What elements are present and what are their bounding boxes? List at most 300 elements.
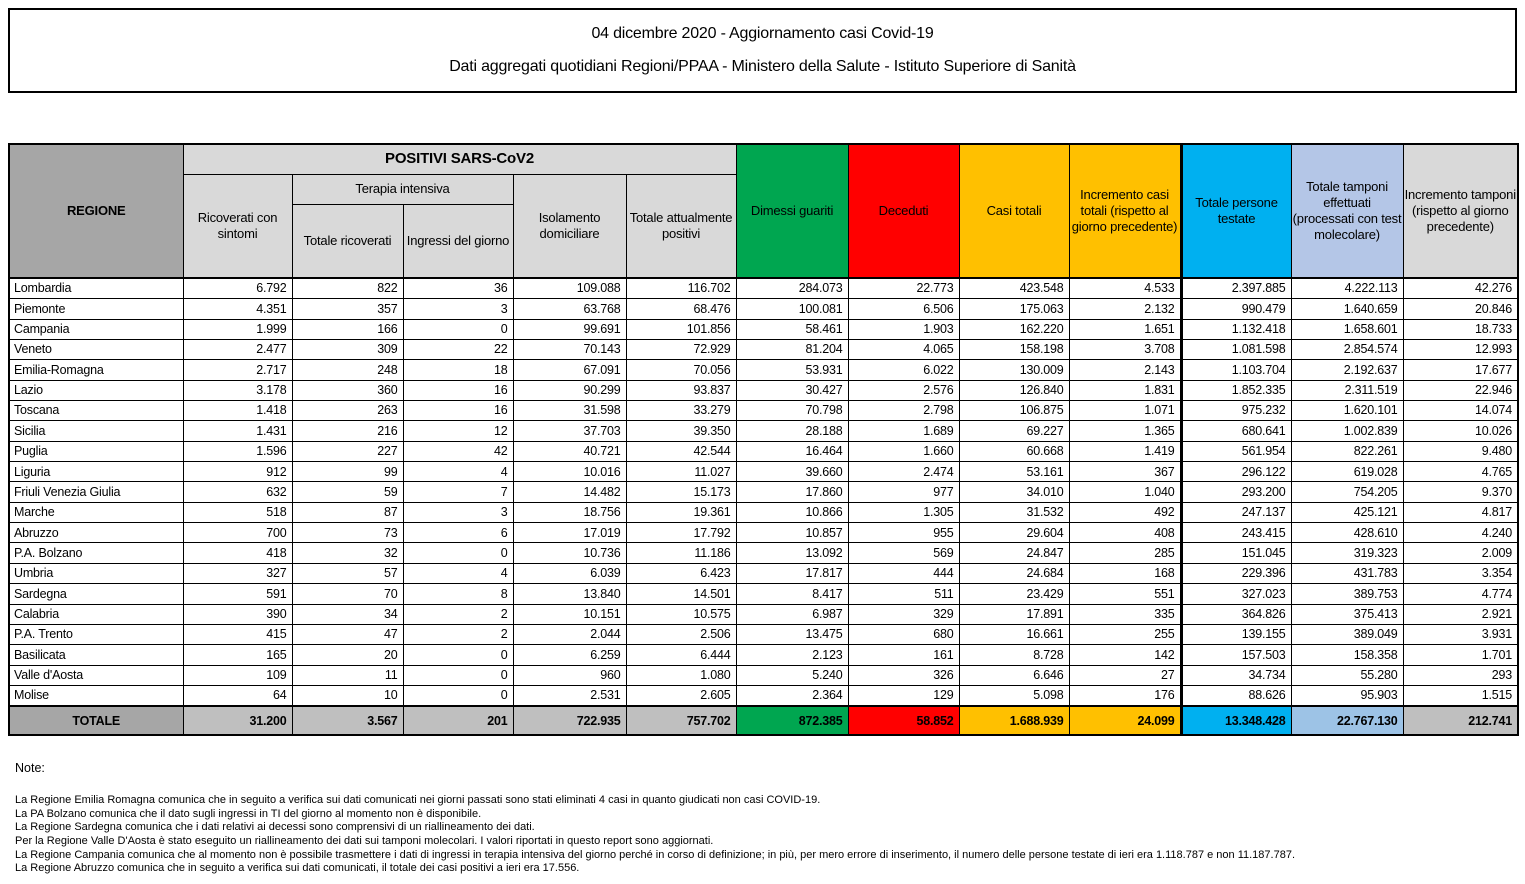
value-cell: 912: [183, 462, 292, 482]
value-cell: 431.783: [1291, 563, 1403, 583]
value-cell: 2.605: [626, 685, 736, 706]
value-cell: 27: [1069, 665, 1181, 685]
value-cell: 8: [403, 584, 513, 604]
value-cell: 22.946: [1403, 380, 1518, 400]
total-value-cell: 13.348.428: [1181, 706, 1291, 735]
table-row: [9, 278, 1518, 299]
title-box: [8, 8, 1517, 93]
value-cell: 1.103.704: [1181, 360, 1291, 380]
value-cell: 17.817: [736, 563, 848, 583]
value-cell: 93.837: [626, 380, 736, 400]
total-value-cell: 24.099: [1069, 706, 1181, 735]
value-cell: 2.531: [513, 685, 626, 706]
value-cell: 11.027: [626, 462, 736, 482]
value-cell: 47: [292, 624, 403, 644]
value-cell: 161: [848, 645, 959, 665]
value-cell: 8.728: [959, 645, 1069, 665]
table-row: [9, 523, 1518, 543]
value-cell: 3.931: [1403, 624, 1518, 644]
value-cell: 326: [848, 665, 959, 685]
value-cell: 1.701: [1403, 645, 1518, 665]
value-cell: 327.023: [1181, 584, 1291, 604]
value-cell: 418: [183, 543, 292, 563]
column-header-casi-totali: Casi totali: [959, 144, 1069, 278]
value-cell: 17.677: [1403, 360, 1518, 380]
value-cell: 1.689: [848, 421, 959, 441]
value-cell: 116.702: [626, 278, 736, 299]
value-cell: 5.240: [736, 665, 848, 685]
value-cell: 247.137: [1181, 502, 1291, 522]
total-value-cell: 722.935: [513, 706, 626, 735]
table-row: [9, 360, 1518, 380]
value-cell: 70: [292, 584, 403, 604]
value-cell: 40.721: [513, 441, 626, 461]
value-cell: 4.222.113: [1291, 278, 1403, 299]
value-cell: 569: [848, 543, 959, 563]
value-cell: 81.204: [736, 340, 848, 360]
value-cell: 1.660: [848, 441, 959, 461]
value-cell: 10.026: [1403, 421, 1518, 441]
value-cell: 955: [848, 523, 959, 543]
value-cell: 12.993: [1403, 340, 1518, 360]
value-cell: 2.854.574: [1291, 340, 1403, 360]
value-cell: 243.415: [1181, 523, 1291, 543]
region-cell: P.A. Bolzano: [9, 543, 183, 563]
value-cell: 1.419: [1069, 441, 1181, 461]
table-row: [9, 502, 1518, 522]
column-header-ricoverati-sintomi: Ricoverati con sintomi: [183, 174, 292, 278]
region-cell: Campania: [9, 319, 183, 339]
value-cell: 248: [292, 360, 403, 380]
value-cell: 10.736: [513, 543, 626, 563]
value-cell: 100.081: [736, 299, 848, 319]
value-cell: 6.792: [183, 278, 292, 299]
column-header-dimessi-guariti: Dimessi guariti: [736, 144, 848, 278]
value-cell: 4.351: [183, 299, 292, 319]
value-cell: 2.123: [736, 645, 848, 665]
value-cell: 0: [403, 319, 513, 339]
value-cell: 551: [1069, 584, 1181, 604]
value-cell: 130.009: [959, 360, 1069, 380]
table-row: [9, 665, 1518, 685]
value-cell: 24.684: [959, 563, 1069, 583]
value-cell: 13.475: [736, 624, 848, 644]
value-cell: 990.479: [1181, 299, 1291, 319]
group-header-positivi-sars-cov2: POSITIVI SARS-CoV2: [183, 144, 736, 174]
value-cell: 99: [292, 462, 403, 482]
value-cell: 263: [292, 401, 403, 421]
value-cell: 19.361: [626, 502, 736, 522]
value-cell: 17.891: [959, 604, 1069, 624]
value-cell: 42: [403, 441, 513, 461]
value-cell: 157.503: [1181, 645, 1291, 665]
column-header-deceduti: Deceduti: [848, 144, 959, 278]
value-cell: 975.232: [1181, 401, 1291, 421]
table-row: [9, 482, 1518, 502]
value-cell: 142: [1069, 645, 1181, 665]
value-cell: 0: [403, 543, 513, 563]
value-cell: 73: [292, 523, 403, 543]
value-cell: 4.533: [1069, 278, 1181, 299]
region-cell: Sardegna: [9, 584, 183, 604]
value-cell: 10.016: [513, 462, 626, 482]
value-cell: 70.056: [626, 360, 736, 380]
table-row: [9, 401, 1518, 421]
total-value-cell: 58.852: [848, 706, 959, 735]
value-cell: 99.691: [513, 319, 626, 339]
value-cell: 367: [1069, 462, 1181, 482]
value-cell: 2: [403, 604, 513, 624]
region-cell: Molise: [9, 685, 183, 706]
value-cell: 2.474: [848, 462, 959, 482]
region-cell: Basilicata: [9, 645, 183, 665]
value-cell: 9.370: [1403, 482, 1518, 502]
region-cell: Sicilia: [9, 421, 183, 441]
value-cell: 4.774: [1403, 584, 1518, 604]
table-row: [9, 543, 1518, 563]
note-line: Per la Regione Valle D'Aosta è stato eseguito un riallineamento dei dati sui tamponi molecolari. I valori riportati in questo report sono aggiornati.: [15, 835, 714, 847]
note-line: La Regione Sardegna comunica che i dati relativi ai decessi sono comprensivi di un riallineamento dei dati.: [15, 821, 535, 834]
notes-section: [15, 761, 1517, 876]
value-cell: 293.200: [1181, 482, 1291, 502]
value-cell: 31.598: [513, 401, 626, 421]
region-cell: Toscana: [9, 401, 183, 421]
value-cell: 36: [403, 278, 513, 299]
value-cell: 2.044: [513, 624, 626, 644]
value-cell: 408: [1069, 523, 1181, 543]
region-cell: Lazio: [9, 380, 183, 400]
value-cell: 0: [403, 645, 513, 665]
total-value-cell: 22.767.130: [1291, 706, 1403, 735]
value-cell: 561.954: [1181, 441, 1291, 461]
value-cell: 6.259: [513, 645, 626, 665]
value-cell: 6.444: [626, 645, 736, 665]
value-cell: 34: [292, 604, 403, 624]
value-cell: 17.860: [736, 482, 848, 502]
value-cell: 16: [403, 401, 513, 421]
region-cell: Emilia-Romagna: [9, 360, 183, 380]
notes-heading: Note:: [15, 761, 45, 776]
region-cell: Valle d'Aosta: [9, 665, 183, 685]
value-cell: 1.515: [1403, 685, 1518, 706]
value-cell: 375.413: [1291, 604, 1403, 624]
value-cell: 67.091: [513, 360, 626, 380]
value-cell: 34.010: [959, 482, 1069, 502]
total-value-cell: 3.567: [292, 706, 403, 735]
value-cell: 33.279: [626, 401, 736, 421]
note-line: La PA Bolzano comunica che il dato sugli ingressi in TI del giorno al momento non è disponibile.: [15, 807, 482, 820]
column-header-persone-testate: Totale persone testate: [1181, 144, 1291, 278]
value-cell: 2.364: [736, 685, 848, 706]
column-header-isolamento-domiciliare: Isolamento domiciliare: [513, 174, 626, 278]
value-cell: 55.280: [1291, 665, 1403, 685]
column-header-totale-positivi: Totale attualmente positivi: [626, 174, 736, 278]
table-body: [9, 278, 1518, 706]
value-cell: 31.532: [959, 502, 1069, 522]
value-cell: 2.477: [183, 340, 292, 360]
value-cell: 18.756: [513, 502, 626, 522]
value-cell: 680.641: [1181, 421, 1291, 441]
value-cell: 14.074: [1403, 401, 1518, 421]
value-cell: 10.857: [736, 523, 848, 543]
value-cell: 700: [183, 523, 292, 543]
value-cell: 425.121: [1291, 502, 1403, 522]
value-cell: 6.022: [848, 360, 959, 380]
value-cell: 216: [292, 421, 403, 441]
title-line1: 04 dicembre 2020 - Aggiornamento casi Covid-19: [591, 25, 934, 42]
table-header: [9, 144, 1518, 278]
value-cell: 3.178: [183, 380, 292, 400]
value-cell: 16: [403, 380, 513, 400]
value-cell: 229.396: [1181, 563, 1291, 583]
value-cell: 59: [292, 482, 403, 502]
value-cell: 227: [292, 441, 403, 461]
value-cell: 511: [848, 584, 959, 604]
value-cell: 977: [848, 482, 959, 502]
value-cell: 632: [183, 482, 292, 502]
value-cell: 518: [183, 502, 292, 522]
column-header-tamponi-effettuati: Totale tamponi effettuati (processati con test molecolare): [1291, 144, 1403, 278]
value-cell: 129: [848, 685, 959, 706]
value-cell: 3.708: [1069, 340, 1181, 360]
group-header-terapia-intensiva: Terapia intensiva: [292, 174, 513, 204]
value-cell: 17.019: [513, 523, 626, 543]
value-cell: 5.098: [959, 685, 1069, 706]
value-cell: 1.040: [1069, 482, 1181, 502]
value-cell: 1.305: [848, 502, 959, 522]
value-cell: 428.610: [1291, 523, 1403, 543]
table-row: [9, 441, 1518, 461]
value-cell: 90.299: [513, 380, 626, 400]
table-row: [9, 645, 1518, 665]
value-cell: 2.132: [1069, 299, 1181, 319]
region-cell: Veneto: [9, 340, 183, 360]
value-cell: 1.431: [183, 421, 292, 441]
total-value-cell: 31.200: [183, 706, 292, 735]
region-cell: Friuli Venezia Giulia: [9, 482, 183, 502]
value-cell: 87: [292, 502, 403, 522]
value-cell: 255: [1069, 624, 1181, 644]
value-cell: 2.798: [848, 401, 959, 421]
value-cell: 158.358: [1291, 645, 1403, 665]
total-value-cell: 212.741: [1403, 706, 1518, 735]
value-cell: 39.350: [626, 421, 736, 441]
value-cell: 296.122: [1181, 462, 1291, 482]
total-value-cell: 1.688.939: [959, 706, 1069, 735]
value-cell: 284.073: [736, 278, 848, 299]
value-cell: 158.198: [959, 340, 1069, 360]
region-cell: Liguria: [9, 462, 183, 482]
note-line: La Regione Abruzzo comunica che in seguito a verifica sui dati comunicati, il totale dei casi positivi a ieri era 17.556.: [15, 862, 580, 875]
value-cell: 63.768: [513, 299, 626, 319]
value-cell: 1.071: [1069, 401, 1181, 421]
total-value-cell: 201: [403, 706, 513, 735]
value-cell: 4: [403, 563, 513, 583]
value-cell: 11.186: [626, 543, 736, 563]
value-cell: 360: [292, 380, 403, 400]
value-cell: 162.220: [959, 319, 1069, 339]
note-line: La Regione Campania comunica che al momento non è possibile trasmettere i dati di ingressi in terapia intensiva del giorno perché in corso di definizione; in più, per mero errore di inserimento, il numero delle persone testate di ieri era 1.118.787 e non 11.187.787.: [15, 848, 1295, 861]
table-row: [9, 462, 1518, 482]
table-row: [9, 340, 1518, 360]
note-line: La Regione Emilia Romagna comunica che in seguito a verifica sui dati comunicati nei giorni passati sono stati eliminati 4 casi in quanto giudicati non casi COVID-19.: [15, 794, 821, 807]
value-cell: 18: [403, 360, 513, 380]
value-cell: 2: [403, 624, 513, 644]
value-cell: 95.903: [1291, 685, 1403, 706]
value-cell: 1.903: [848, 319, 959, 339]
value-cell: 32: [292, 543, 403, 563]
value-cell: 70.798: [736, 401, 848, 421]
value-cell: 285: [1069, 543, 1181, 563]
value-cell: 176: [1069, 685, 1181, 706]
value-cell: 754.205: [1291, 482, 1403, 502]
value-cell: 53.161: [959, 462, 1069, 482]
value-cell: 17.792: [626, 523, 736, 543]
value-cell: 168: [1069, 563, 1181, 583]
value-cell: 3: [403, 299, 513, 319]
value-cell: 335: [1069, 604, 1181, 624]
region-cell: Calabria: [9, 604, 183, 624]
value-cell: 18.733: [1403, 319, 1518, 339]
value-cell: 822: [292, 278, 403, 299]
value-cell: 109.088: [513, 278, 626, 299]
value-cell: 1.418: [183, 401, 292, 421]
value-cell: 309: [292, 340, 403, 360]
value-cell: 6.646: [959, 665, 1069, 685]
column-header-incremento-casi: Incremento casi totali (rispetto al giorno precedente): [1069, 144, 1181, 278]
value-cell: 1.002.839: [1291, 421, 1403, 441]
value-cell: 591: [183, 584, 292, 604]
value-cell: 14.501: [626, 584, 736, 604]
total-value-cell: 872.385: [736, 706, 848, 735]
value-cell: 16.661: [959, 624, 1069, 644]
value-cell: 101.856: [626, 319, 736, 339]
value-cell: 4.765: [1403, 462, 1518, 482]
value-cell: 10.575: [626, 604, 736, 624]
value-cell: 20.846: [1403, 299, 1518, 319]
value-cell: 13.092: [736, 543, 848, 563]
column-header-ingressi-giorno: Ingressi del giorno: [403, 204, 513, 278]
region-cell: Abruzzo: [9, 523, 183, 543]
value-cell: 13.840: [513, 584, 626, 604]
value-cell: 1.658.601: [1291, 319, 1403, 339]
value-cell: 1.080: [626, 665, 736, 685]
value-cell: 327: [183, 563, 292, 583]
value-cell: 42.276: [1403, 278, 1518, 299]
value-cell: 20: [292, 645, 403, 665]
value-cell: 58.461: [736, 319, 848, 339]
value-cell: 6: [403, 523, 513, 543]
value-cell: 619.028: [1291, 462, 1403, 482]
value-cell: 72.929: [626, 340, 736, 360]
value-cell: 30.427: [736, 380, 848, 400]
value-cell: 69.227: [959, 421, 1069, 441]
value-cell: 4.065: [848, 340, 959, 360]
value-cell: 1.852.335: [1181, 380, 1291, 400]
value-cell: 175.063: [959, 299, 1069, 319]
value-cell: 6.423: [626, 563, 736, 583]
value-cell: 42.544: [626, 441, 736, 461]
table-row: [9, 604, 1518, 624]
value-cell: 2.397.885: [1181, 278, 1291, 299]
table-row: [9, 319, 1518, 339]
value-cell: 23.429: [959, 584, 1069, 604]
value-cell: 68.476: [626, 299, 736, 319]
column-header-regione: REGIONE: [9, 144, 183, 278]
notes-list: [15, 794, 1517, 876]
table-row: [9, 421, 1518, 441]
region-cell: Lombardia: [9, 278, 183, 299]
value-cell: 106.875: [959, 401, 1069, 421]
value-cell: 9.480: [1403, 441, 1518, 461]
covid-data-table: [8, 143, 1519, 736]
value-cell: 357: [292, 299, 403, 319]
value-cell: 960: [513, 665, 626, 685]
value-cell: 28.188: [736, 421, 848, 441]
table-row: [9, 299, 1518, 319]
title-line2: Dati aggregati quotidiani Regioni/PPAA - Ministero della Salute - Istituto Superiore di Sanità: [449, 58, 1076, 75]
column-header-totale-ricoverati: Totale ricoverati: [292, 204, 403, 278]
value-cell: 53.931: [736, 360, 848, 380]
value-cell: 10.866: [736, 502, 848, 522]
value-cell: 293: [1403, 665, 1518, 685]
table-row: [9, 584, 1518, 604]
value-cell: 6.987: [736, 604, 848, 624]
table-row: [9, 380, 1518, 400]
value-cell: 12: [403, 421, 513, 441]
value-cell: 822.261: [1291, 441, 1403, 461]
value-cell: 389.753: [1291, 584, 1403, 604]
value-cell: 166: [292, 319, 403, 339]
total-row: [9, 706, 1518, 735]
value-cell: 88.626: [1181, 685, 1291, 706]
value-cell: 29.604: [959, 523, 1069, 543]
value-cell: 7: [403, 482, 513, 502]
value-cell: 2.717: [183, 360, 292, 380]
value-cell: 3: [403, 502, 513, 522]
value-cell: 139.155: [1181, 624, 1291, 644]
value-cell: 2.143: [1069, 360, 1181, 380]
value-cell: 37.703: [513, 421, 626, 441]
value-cell: 1.081.598: [1181, 340, 1291, 360]
region-cell: Umbria: [9, 563, 183, 583]
value-cell: 1.596: [183, 441, 292, 461]
value-cell: 165: [183, 645, 292, 665]
value-cell: 60.668: [959, 441, 1069, 461]
region-cell: Piemonte: [9, 299, 183, 319]
value-cell: 34.734: [1181, 665, 1291, 685]
value-cell: 2.576: [848, 380, 959, 400]
value-cell: 1.640.659: [1291, 299, 1403, 319]
value-cell: 14.482: [513, 482, 626, 502]
value-cell: 0: [403, 685, 513, 706]
value-cell: 2.009: [1403, 543, 1518, 563]
value-cell: 364.826: [1181, 604, 1291, 624]
value-cell: 126.840: [959, 380, 1069, 400]
value-cell: 3.354: [1403, 563, 1518, 583]
value-cell: 389.049: [1291, 624, 1403, 644]
value-cell: 4.817: [1403, 502, 1518, 522]
total-value-cell: 757.702: [626, 706, 736, 735]
value-cell: 6.039: [513, 563, 626, 583]
value-cell: 2.921: [1403, 604, 1518, 624]
value-cell: 4: [403, 462, 513, 482]
value-cell: 39.660: [736, 462, 848, 482]
value-cell: 15.173: [626, 482, 736, 502]
value-cell: 329: [848, 604, 959, 624]
value-cell: 64: [183, 685, 292, 706]
value-cell: 680: [848, 624, 959, 644]
